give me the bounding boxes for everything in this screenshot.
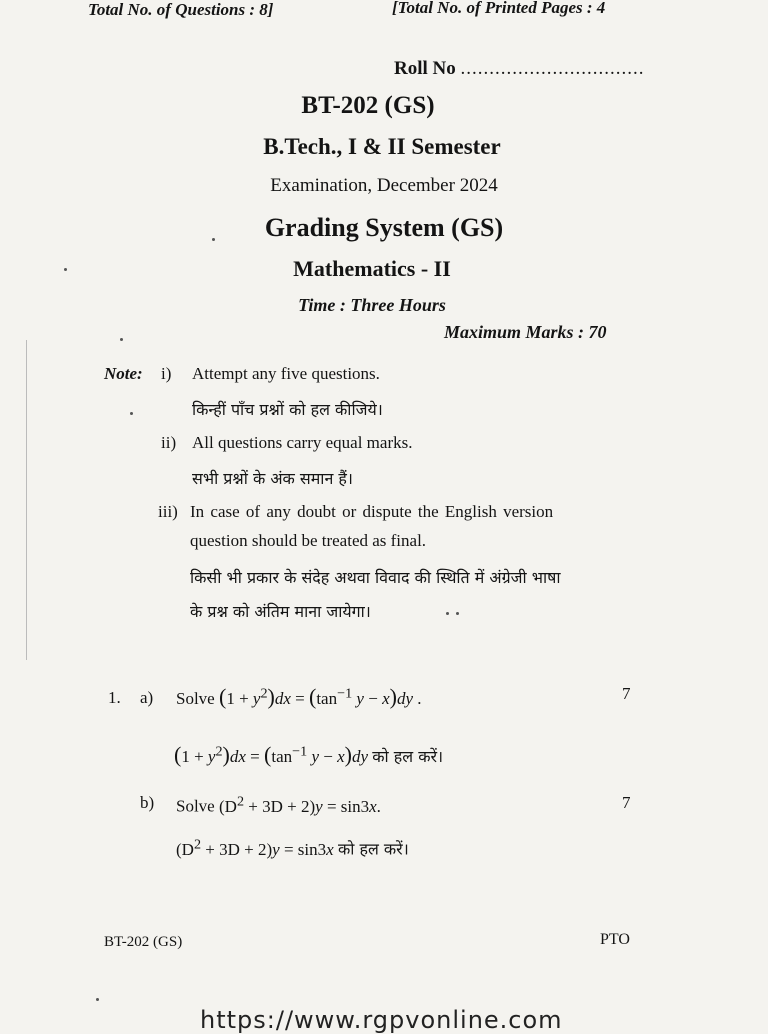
roll-label: Roll No [394,58,456,79]
scan-speck [96,998,99,1001]
equation: $(D^2 + 3D + 2)y = \sin 3x$. [218,793,381,816]
watermark-url: https://www.rgpvonline.com [200,1006,563,1034]
program-title: B.Tech., I & II Semester [263,134,501,159]
question-part-label: b) [140,793,155,812]
note-number: iii) [158,502,178,521]
grading-system-title: Grading System (GS) [264,213,504,242]
note-text-hindi: किसी भी प्रकार के संदेह अथवा विवाद की स्थिति में अंग्रेजी भाषा [190,568,561,587]
question-number: 1. [108,688,121,707]
total-printed-pages: [Total No. of Printed Pages : 4 [392,0,606,17]
hindi-instruction: को हल करें। [372,747,444,766]
footer-pto: PTO [600,931,630,948]
paper-code: BT-202 (GS) [301,92,435,119]
note-text-hindi: सभी प्रश्नों के अंक समान हैं। [192,469,353,488]
total-questions: Total No. of Questions : 8] [88,0,274,19]
question-1a-english [176,684,421,710]
note-text-english: In case of any doubt or dispute the English version [190,502,554,521]
question-marks: 7 [622,793,631,812]
exam-session: Examination, December 2024 [270,175,498,196]
scan-speck [130,412,133,415]
solve-word: Solve [176,689,215,708]
equation: $(1 + y^2)dx = (\tan^{-1}$ y − x)dy . [218,684,422,709]
note-label: Note: [104,364,143,383]
scan-speck [212,238,215,241]
note-text-hindi: के प्रश्न को अंतिम माना जायेगा। [190,602,371,621]
question-part-label: a) [140,688,154,707]
note-number: ii) [161,433,177,452]
hindi-instruction: को हल करें। [337,839,409,859]
question-1a-hindi [174,742,443,768]
note-text-hindi: किन्हीं पाँच प्रश्नों को हल कीजिये। [192,400,383,419]
equation: $(D^2 + 3D + 2)y = \sin 3x$ [176,836,334,859]
scan-edge-line [26,340,27,660]
subject-title: Mathematics - II [293,256,451,281]
exam-duration: Time : Three Hours [298,295,446,315]
question-1b-english [176,793,381,817]
scan-speck [456,612,459,615]
scan-speck [64,268,67,271]
scan-speck [446,612,449,615]
footer-paper-code: BT-202 (GS) [104,934,183,950]
note-text-english: Attempt any five questions. [192,364,380,383]
note-text-english: question should be treated as final. [190,531,427,550]
note-number: i) [161,364,172,383]
note-text-english: All questions carry equal marks. [192,433,413,452]
roll-dots: ................................ [460,58,645,79]
question-1b-hindi [176,836,409,860]
solve-word: Solve [176,796,215,816]
maximum-marks: Maximum Marks : 70 [444,322,607,342]
scan-speck [120,338,123,341]
equation: $(1 + y^2)dx = (\tan^{-1}$ y − x)dy [174,742,368,767]
question-marks: 7 [622,684,631,703]
roll-number-field [394,58,645,80]
